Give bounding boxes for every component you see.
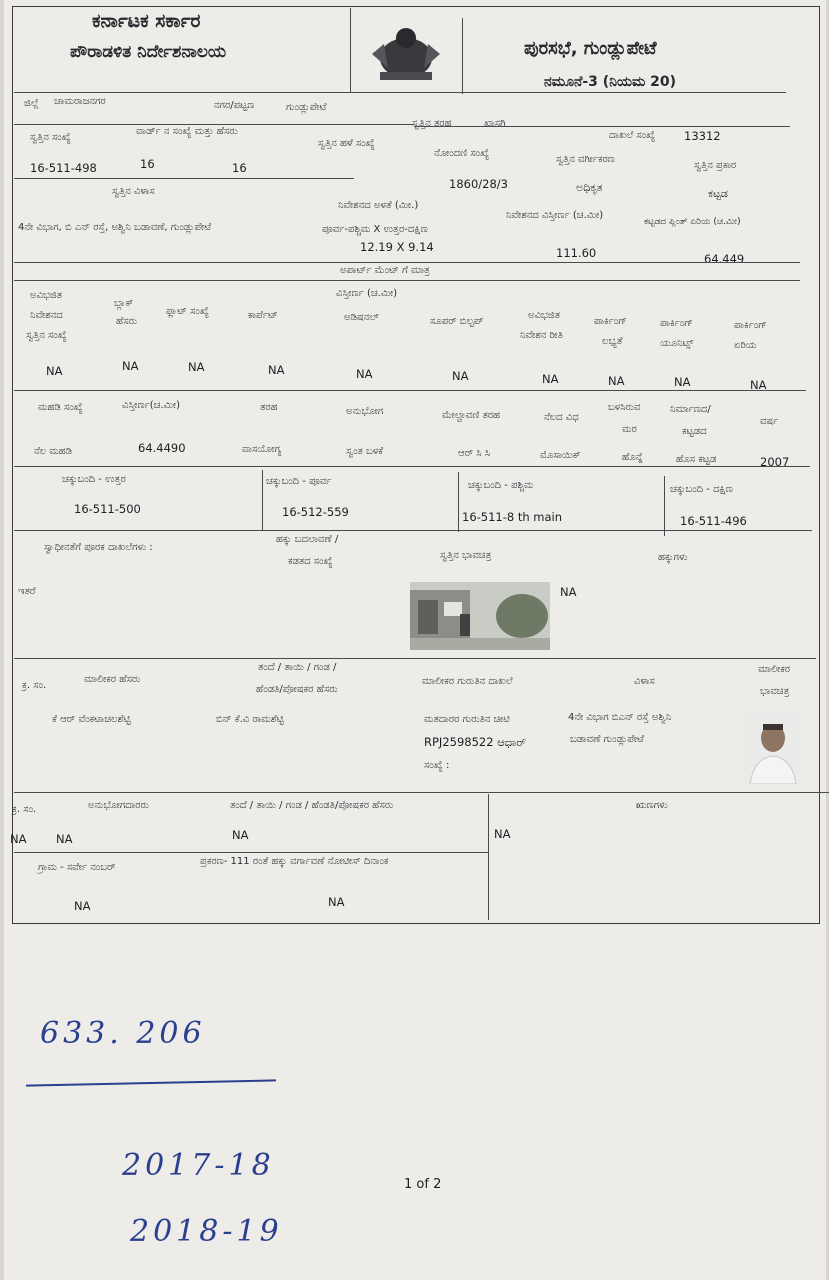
occupant-father-label: ತಂದೆ / ತಾಯಿ / ಗಂಡ / ಹೆಂಡತಿ/ಪೋಷಕರ ಹೆಸರು (230, 800, 394, 811)
occupant-value: NA (232, 828, 249, 842)
boundary-east: 16-512-559 (282, 505, 349, 519)
owner-father-label-2: ಹೆಂಡತಿ/ಪೋಷಕರ ಹೆಸರು (256, 684, 338, 695)
floor-area-label: ವಿಸ್ತೀರ್ಣ(ಚ.ಮೀ) (122, 400, 181, 411)
directorate: ಪೌರಾಡಳಿತ ನಿರ್ದೇಶನಾಲಯ (70, 42, 227, 62)
old-no-label: ಸ್ವತ್ತಿನ ಹಳೆ ಸಂಖ್ಯೆ (318, 138, 375, 149)
class-value: ಅಧಿಕೃತ (576, 181, 603, 194)
notice-label: ಪ್ರಕರಣ- 111 ರಂತೆ ಹಕ್ಕು ವರ್ಗಾವಣೆ ನೋಟೀಸ್ ದಿನಾಂಕ (200, 856, 389, 867)
district-value: ಚಾಮರಾಜನಗರ (54, 96, 106, 107)
owner-name-label: ಮಾಲೀಕರ ಹೆಸರು (84, 674, 141, 685)
owner-address-label: ವಿಳಾಸ (634, 676, 655, 687)
apt-h10b: ಏರಿಯ (734, 340, 757, 351)
apt-value: NA (188, 360, 205, 374)
class-label: ಸ್ವತ್ತಿನ ವರ್ಗೀಕರಣ (556, 154, 615, 165)
apt-h7b: ನಿವೇಶನ ರೀತಿ (520, 330, 563, 341)
apartment-title: ಅಪಾರ್ಟ್ ಮೆಂಟ್ ಗೆ ಮಾತ್ರ (340, 265, 430, 276)
apt-h7: ಅವಿಭಜಿತ (528, 310, 560, 321)
apt-h10: ಪಾರ್ಕಿಂಗ್ (734, 320, 767, 331)
property-photo (410, 582, 550, 650)
rights-value: NA (560, 585, 577, 599)
roof-label: ಮೇಲ್ಚಾವಣಿ ತರಹ (442, 410, 500, 421)
form-number: ನಮೂನೆ-3 (ನಿಯಮ 20) (544, 74, 677, 90)
owner-id-line2: RPJ2598522 ಆಧಾರ್ (424, 735, 527, 749)
apt-h8: ಪಾರ್ಕಿಂಗ್ (594, 316, 627, 327)
apt-value: NA (674, 375, 691, 389)
site-size-value: 12.19 X 9.14 (360, 240, 434, 254)
reg-no-value: 1860/28/3 (449, 177, 508, 191)
apt-value: NA (356, 367, 373, 381)
boundary-south-label: ಚಕ್ಕುಬಂದಿ - ದಕ್ಷಿಣ (670, 484, 733, 495)
owner-photo-label: ಮಾಲೀಕರ (758, 664, 791, 675)
gov-name: ಕರ್ನಾಟಕ ಸರ್ಕಾರ (92, 10, 201, 32)
plinth-label: ಕಟ್ಟಡದ ಪ್ಲಿಂತ್ ಏರಿಯ (ಚ.ಮೀ) (644, 217, 741, 227)
owner-id-label: ಮಾಲೀಕರ ಗುರುತಿನ ದಾಖಲೆ (422, 676, 513, 687)
notice-value: NA (328, 895, 345, 909)
other-docs: ಇತರೆ (18, 586, 36, 597)
apartment-area-title: ವಿಸ್ತೀರ್ಣ (ಚ.ಮೀ) (336, 288, 398, 299)
owner-id-line1: ಮತದಾರರ ಗುರುತಿನ ಚೀಟಿ (424, 714, 510, 725)
flooring-label: ನೆಲದ ವಿಧ (544, 412, 579, 423)
year-label: ವರ್ಷ (760, 416, 779, 427)
apt-value: NA (750, 378, 767, 392)
owner-address-line1: 4ನೇ ವಿಭಾಗ ಬಿಎನ್ ರಸ್ತೆ ಅಶ್ವಿನಿ (568, 712, 672, 723)
rights-label: ಹಕ್ಕುಗಳು (658, 552, 688, 563)
floor-type: ವಾಸಯೋಗ್ಯ (242, 444, 282, 455)
boundary-north: 16-511-500 (74, 502, 141, 516)
liabilities-value: NA (494, 827, 511, 841)
apt-value: NA (122, 359, 139, 373)
handwritten-number: 633. 206 (40, 1016, 206, 1051)
apt-value: NA (46, 364, 63, 378)
document-sheet (4, 0, 826, 1280)
transfer-label: ಹಕ್ಕು ಬದಲಾವಣೆ / (276, 534, 339, 545)
entry-no-label: ದಾಖಲೆ ಸಂಖ್ಯೆ (609, 130, 656, 141)
boundary-west-label: ಚಕ್ಕುಬಂದಿ - ಪಶ್ಚಿಮ (468, 480, 534, 491)
page-number: 1 of 2 (404, 1177, 442, 1192)
occupant-value: NA (10, 832, 27, 846)
wood-label: ಬಳಸಿರುವ (608, 402, 641, 413)
handwritten-year-1: 2017-18 (122, 1148, 275, 1183)
survey-label: ಗ್ರಾಮ - ಸರ್ವೇ ನಂಬರ್ (38, 862, 116, 873)
owner-father-label: ತಂದೆ / ತಾಯಿ / ಗಂಡ / (258, 662, 337, 673)
handwritten-underline (26, 1079, 276, 1086)
flooring-type: ಮೊಸಾಯಿಕ್ (540, 450, 581, 461)
reg-no-label: ನೋಂದಣಿ ಸಂಖ್ಯೆ (434, 148, 490, 159)
property-type-label: ಸ್ವತ್ತಿನ ತರಹ (412, 118, 452, 129)
transfer-label-2: ಕಡತದ ಸಂಖ್ಯೆ (288, 556, 333, 567)
boundary-east-label: ಚಕ್ಕುಬಂದಿ - ಪೂರ್ವ (266, 476, 332, 487)
apt-value: NA (268, 363, 285, 377)
owner-sl-label: ಕ್ರ. ಸಂ. (22, 680, 47, 691)
site-size-label: ನಿವೇಶನದ ಅಳತೆ (ಮೀ.) (338, 200, 419, 211)
kind-label: ಸ್ವತ್ತಿನ ಪ್ರಕಾರ (694, 160, 737, 171)
site-size-direction: ಪೂರ್ವ-ಪಶ್ಚಿಮ X ಉತ್ತರ-ದಕ್ಷಿಣ (322, 224, 428, 235)
boundary-south: 16-511-496 (680, 514, 747, 528)
site-area-value: 111.60 (556, 246, 597, 260)
occupant-value: NA (56, 832, 73, 846)
boundary-north-label: ಚಕ್ಕುಬಂದಿ - ಉತ್ತರ (62, 474, 126, 485)
kind-value: ಕಟ್ಟಡ (708, 187, 728, 200)
plinth-value: 64.449 (704, 252, 745, 266)
property-no-label: ಸ್ವತ್ತಿನ ಸಂಖ್ಯೆ (30, 132, 71, 143)
boundary-west: 16-511-8 th main (462, 510, 563, 524)
owner-name: ಕೆ ಆರ್ ವೆಂಕಟಾಚಲಶೆಟ್ಟಿ (52, 714, 131, 725)
occupant-sl-label: ಕ್ರ. ಸಂ. (12, 804, 37, 815)
property-no-value: 16-511-498 (30, 161, 97, 175)
floor-name: ನೆಲ ಮಹಡಿ (34, 446, 73, 457)
apt-h6: ಸೂಪರ್ ಬಿಲ್ಟಪ್ (430, 316, 484, 327)
property-type-value: ಖಾಸಗಿ (484, 118, 506, 129)
owner-photo-label-2: ಭಾವಚಿತ್ರ (760, 686, 790, 697)
site-area-label: ನಿವೇಶನದ ವಿಸ್ತೀರ್ಣ (ಚ.ಮೀ) (506, 210, 604, 221)
apt-value: NA (608, 374, 625, 388)
owner-id-line3: ಸಂಖ್ಯೆ : (424, 760, 450, 771)
floor-use-label: ಅನುಭೋಗ (346, 406, 384, 417)
ward-label: ವಾರ್ಡ್ ನ ಸಂಖ್ಯೆ ಮತ್ತು ಹೆಸರು (136, 126, 238, 137)
handwritten-year-2: 2018-19 (130, 1214, 283, 1249)
build-year: 2007 (760, 455, 790, 469)
state-emblem (366, 24, 446, 86)
apt-h1: ಅವಿಭಜಿತ (30, 290, 62, 301)
town-label: ನಗರ/ಪಟ್ಟಣ (214, 100, 255, 111)
apt-h2: ಬ್ಲಾಕ್ (114, 298, 134, 309)
address-value: 4ನೇ ವಿಭಾಗ, ಬಿ ಎನ್ ರಸ್ತೆ, ಅಶ್ವಿನಿ ಬಡಾವಣೆ, ಗುಂಡ್ಲುಪೇಟೆ (18, 222, 212, 233)
address-label: ಸ್ವತ್ತಿನ ವಿಳಾಸ (112, 186, 155, 197)
liabilities-label: ಋಣಗಳು (636, 800, 668, 811)
floor-type-label: ತರಹ (260, 402, 278, 413)
old-no-value: 16 (232, 161, 247, 175)
survey-value: NA (74, 899, 91, 913)
apt-h9: ಪಾರ್ಕಿಂಗ್ (660, 318, 693, 329)
property-photo-label: ಸ್ವತ್ತಿನ ಭಾವಚಿತ್ರ (440, 550, 492, 561)
occupant-name-label: ಅನುಭೋಗದಾರರು (88, 800, 149, 811)
floor-use: ಸ್ವಂತ ಬಳಕೆ (346, 446, 384, 457)
district-label: ಜಿಲ್ಲೆ (24, 98, 39, 109)
ward-no-value: 16 (140, 157, 155, 171)
apt-value: NA (542, 372, 559, 386)
roof-type: ಆರ್ ಸಿ ಸಿ (458, 448, 491, 459)
floor-no-label: ಮಹಡಿ ಸಂಖ್ಯೆ (38, 402, 83, 413)
build-type: ಹೊಸ ಕಟ್ಟಡ (676, 454, 717, 465)
owner-father: ಬಿನ್ ಕೆ.ವಿ ರಾಮಶೆಟ್ಟಿ (216, 714, 284, 725)
town-value: ಗುಂಡ್ಲುಪೇಟೆ (286, 102, 327, 113)
municipality-name: ಪುರಸಭೆ, ಗುಂಡ್ಲುಪೇಟೆ (524, 38, 657, 59)
apt-h8b: ಲಭ್ಯತೆ (602, 336, 623, 347)
wood-type: ಹೊನ್ನೆ (622, 452, 644, 463)
floor-area: 64.4490 (138, 441, 186, 455)
apt-value: NA (452, 369, 469, 383)
docs-label: ಸ್ವಾಧೀನತೆಗೆ ಪೂರಕ ದಾಖಲೆಗಳು : (44, 542, 153, 553)
apt-h9b: ಯೂನಿಟ್ಸ್ (660, 338, 694, 349)
apt-h1b: ನಿವೇಶನದ (30, 310, 63, 321)
build-label: ನಿರ್ಮಾಣದ/ (670, 404, 711, 415)
entry-no-value: 13312 (684, 129, 721, 143)
apt-h1c: ಸ್ವತ್ತಿನ ಸಂಖ್ಯೆ (26, 330, 67, 341)
apt-h5: ಅಡಿಷನಲ್ (344, 312, 379, 323)
apt-h2b: ಹೆಸರು (116, 316, 138, 327)
wood-label-2: ಮರ (622, 424, 637, 435)
build-label-2: ಕಟ್ಟಡದ (682, 426, 707, 437)
apt-h4: ಕಾರ್ಪೆಟ್ (248, 310, 278, 321)
owner-photo (744, 710, 802, 784)
apt-h3: ಫ್ಲಾಟ್ ಸಂಖ್ಯೆ (166, 306, 209, 317)
owner-address-line2: ಬಡಾವಣೆ ಗುಂಡ್ಲುಪೇಟೆ (570, 734, 644, 745)
